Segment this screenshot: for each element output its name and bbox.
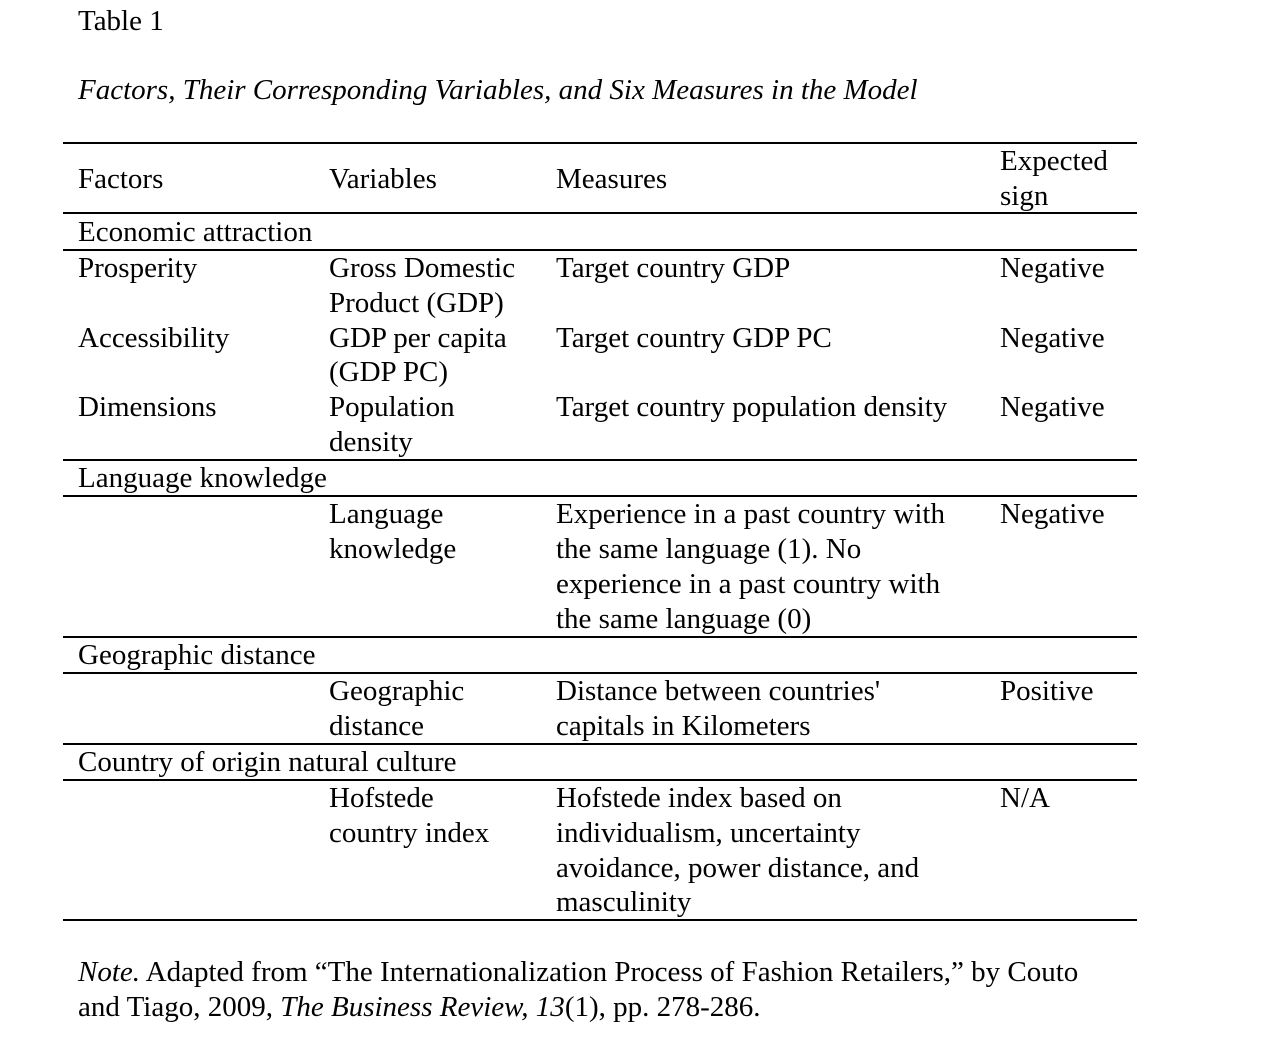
note-text-3: (1), pp. 278-286. [564, 991, 761, 1023]
table-label: Table 1 [78, 5, 164, 37]
measure-line: Target country GDP [556, 252, 791, 284]
group-title-language-knowledge: Language knowledge [78, 462, 327, 494]
variable-line: knowledge [329, 533, 457, 565]
variable-line: (GDP PC) [329, 356, 448, 388]
rule-top [63, 142, 1137, 144]
note-label: Note. [78, 956, 141, 988]
variable-line: Product (GDP) [329, 287, 504, 319]
measure-line: individualism, uncertainty [556, 817, 861, 849]
expected-sign: Negative [1000, 322, 1105, 354]
table-title: Factors, Their Corresponding Variables, and Six Measures in the Model [78, 74, 918, 106]
variable-line: Gross Domestic [329, 252, 516, 284]
note-text-1: Adapted from “The Internationalization Process of Fashion Retailers,” by Couto [140, 956, 1079, 988]
group-title-economic-attraction: Economic attraction [78, 216, 313, 248]
measure-line: Distance between countries' [556, 675, 881, 707]
note-text-2: and Tiago, 2009, [78, 991, 281, 1023]
group-title-country-of-origin: Country of origin natural culture [78, 746, 457, 778]
variable-line: GDP per capita [329, 322, 507, 354]
measure-line: masculinity [556, 886, 692, 918]
expected-sign: Negative [1000, 252, 1105, 284]
factor-accessibility: Accessibility [78, 322, 230, 354]
measure-line: Target country population density [556, 391, 948, 423]
group-title-geographic-distance: Geographic distance [78, 639, 316, 671]
header-expected-sign-line1: Expected [1000, 145, 1108, 177]
expected-sign: Negative [1000, 498, 1105, 530]
variable-line: Population [329, 391, 455, 423]
measure-line: Target country GDP PC [556, 322, 832, 354]
expected-sign: N/A [1000, 782, 1050, 814]
header-expected-sign-line2: sign [1000, 180, 1049, 212]
factor-prosperity: Prosperity [78, 252, 198, 284]
measure-line: the same language (1). No [556, 533, 862, 565]
expected-sign: Positive [1000, 675, 1094, 707]
measure-line: experience in a past country with [556, 568, 941, 600]
measure-line: capitals in Kilometers [556, 710, 811, 742]
factor-dimensions: Dimensions [78, 391, 217, 423]
header-variables: Variables [329, 163, 437, 195]
table-note [78, 955, 1078, 1025]
header-factors: Factors [78, 163, 164, 195]
variable-line: Language [329, 498, 444, 530]
note-line-2 [78, 990, 1078, 1025]
rule-header-bottom [63, 212, 1137, 214]
measure-line: avoidance, power distance, and [556, 852, 920, 884]
measure-line: Hofstede index based on [556, 782, 842, 814]
measure-line: the same language (0) [556, 603, 812, 635]
variable-line: density [329, 426, 413, 458]
expected-sign: Negative [1000, 391, 1105, 423]
variable-line: distance [329, 710, 425, 742]
variable-line: Hofstede [329, 782, 434, 814]
variable-line: country index [329, 817, 490, 849]
note-line-1 [78, 955, 1078, 990]
measure-line: Experience in a past country with [556, 498, 945, 530]
note-journal: The Business Review, 13 [280, 991, 565, 1023]
header-measures: Measures [556, 163, 668, 195]
variable-line: Geographic [329, 675, 465, 707]
